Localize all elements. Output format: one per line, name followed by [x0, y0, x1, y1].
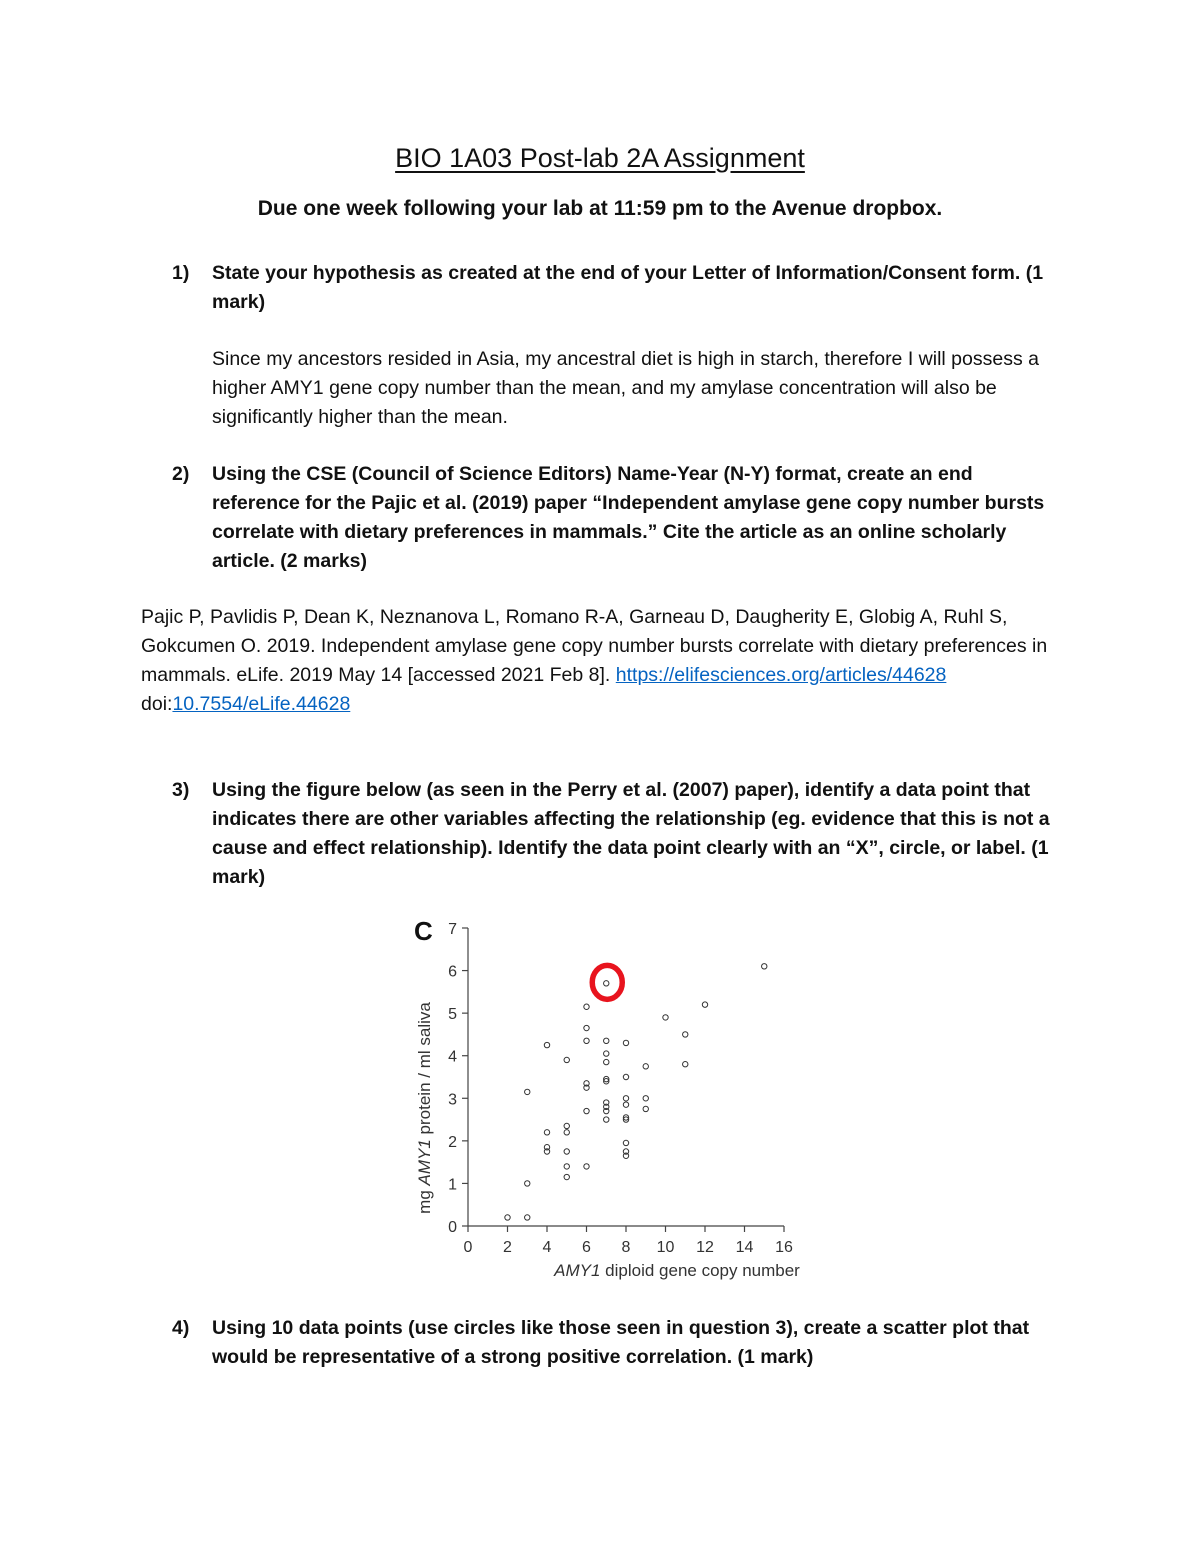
y-tick-label: 3 — [448, 1091, 457, 1109]
data-point — [564, 1123, 569, 1128]
data-point — [762, 964, 767, 969]
data-point — [505, 1215, 510, 1220]
x-axis-label — [553, 1261, 800, 1280]
page-title: BIO 1A03 Post-lab 2A Assignment — [395, 143, 805, 173]
data-point — [525, 1181, 530, 1186]
data-point — [564, 1174, 569, 1179]
y-axis-label-rest: protein / ml saliva — [415, 1002, 434, 1140]
data-point — [584, 1038, 589, 1043]
data-point — [623, 1096, 628, 1101]
highlight-circle — [592, 965, 622, 999]
data-point — [643, 1064, 648, 1069]
question-number: 1) — [172, 262, 190, 284]
reference-text: Pajic P, Pavlidis P, Dean K, Neznanova L, Romano R-A, Garneau D, Daugherity E, Globig A, Ruhl S, Gokcumen O. 2019. Independent amylase gene copy number bursts correlate with dietary preferences in mammals. eLife. 2019 May 14 [accessed 2021 Feb 8]. — [141, 606, 1048, 686]
y-tick-label: 7 — [448, 921, 457, 938]
data-point — [683, 1062, 688, 1067]
x-tick-label: 12 — [696, 1239, 714, 1256]
question-text: Using 10 data points (use circles like those seen in question 3), create a scatter plot that would be representative of a strong positive correlation. (1 mark) — [212, 1317, 1030, 1368]
x-tick-label: 8 — [621, 1239, 631, 1256]
y-tick-label: 0 — [448, 1219, 457, 1236]
scatter-plot — [408, 910, 800, 1286]
data-point — [564, 1130, 569, 1135]
data-point — [584, 1025, 589, 1030]
data-point — [544, 1042, 549, 1047]
reference-url-link[interactable]: https://elifesciences.org/articles/44628 — [615, 664, 947, 686]
y-axis-label-pre: mg — [415, 1185, 434, 1214]
data-point — [604, 1038, 609, 1043]
x-tick-label: 2 — [503, 1239, 512, 1256]
x-tick-label: 14 — [735, 1239, 754, 1256]
x-tick-label: 6 — [582, 1239, 591, 1256]
x-axis-label-rest: diploid gene copy number — [600, 1261, 800, 1280]
y-tick-label: 1 — [448, 1176, 457, 1194]
x-tick-label: 4 — [542, 1239, 552, 1256]
data-point — [623, 1102, 628, 1107]
data-point — [584, 1164, 589, 1169]
data-point — [564, 1149, 569, 1154]
data-point — [604, 1117, 609, 1122]
y-tick-label: 2 — [448, 1133, 457, 1151]
y-tick-label: 6 — [448, 963, 457, 981]
x-tick-label: 16 — [775, 1239, 793, 1256]
data-point — [623, 1140, 628, 1145]
data-point — [604, 1051, 609, 1056]
data-point — [564, 1164, 569, 1169]
data-point — [643, 1106, 648, 1111]
data-point — [663, 1015, 668, 1020]
reference-citation — [141, 603, 1071, 719]
data-point — [544, 1130, 549, 1135]
data-point — [623, 1074, 628, 1079]
scatter-figure — [408, 910, 800, 1286]
data-point — [584, 1108, 589, 1113]
y-tick-label: 4 — [448, 1048, 457, 1066]
question-text: State your hypothesis as created at the end of your Letter of Information/Consent form. (1 mark) — [212, 262, 1044, 313]
x-tick-label: 0 — [463, 1239, 473, 1256]
question-text: Using the CSE (Council of Science Editors) Name-Year (N-Y) format, create an end reference for the Pajic et al. (2019) paper “Independent amylase gene copy number bursts correlate with dietary preferences in mammals.” Cite the article as an online scholarly article. (2 marks) — [212, 463, 1045, 572]
data-point — [623, 1040, 628, 1045]
data-point — [564, 1057, 569, 1062]
panel-label: C — [414, 916, 433, 946]
data-points — [505, 964, 767, 1221]
question-number: 4) — [172, 1317, 190, 1339]
doi-link[interactable]: 10.7554/eLife.44628 — [172, 693, 351, 715]
x-tick-label: 10 — [656, 1239, 675, 1256]
question-number: 2) — [172, 463, 190, 485]
answer-1: Since my ancestors resided in Asia, my ancestral diet is high in starch, therefore I will possess a higher AMY1 gene copy number than the mean, and my amylase concentration will also be significantly higher than the mean. — [212, 348, 1039, 428]
question-number: 3) — [172, 779, 190, 801]
question-text: Using the figure below (as seen in the Perry et al. (2007) paper), identify a data point that indicates there are other variables affecting the relationship (eg. evidence that this is not a cause and effect relationship). Identify the data point clearly with an “X”, circle, or label. (1 mark) — [212, 779, 1050, 888]
data-point — [604, 981, 609, 986]
due-date-line: Due one week following your lab at 11:59 pm to the Avenue dropbox. — [257, 197, 943, 220]
x-axis-label-italic: AMY1 — [554, 1261, 601, 1280]
y-axis-label — [415, 1002, 434, 1214]
data-point — [525, 1215, 530, 1220]
data-point — [702, 1002, 707, 1007]
y-tick-label: 5 — [448, 1006, 457, 1024]
y-axis-label-italic: AMY1 — [415, 1139, 434, 1186]
data-point — [683, 1032, 688, 1037]
data-point — [643, 1096, 648, 1101]
data-point — [584, 1004, 589, 1009]
data-point — [604, 1059, 609, 1064]
doi-prefix: doi: — [141, 693, 173, 715]
data-point — [525, 1089, 530, 1094]
